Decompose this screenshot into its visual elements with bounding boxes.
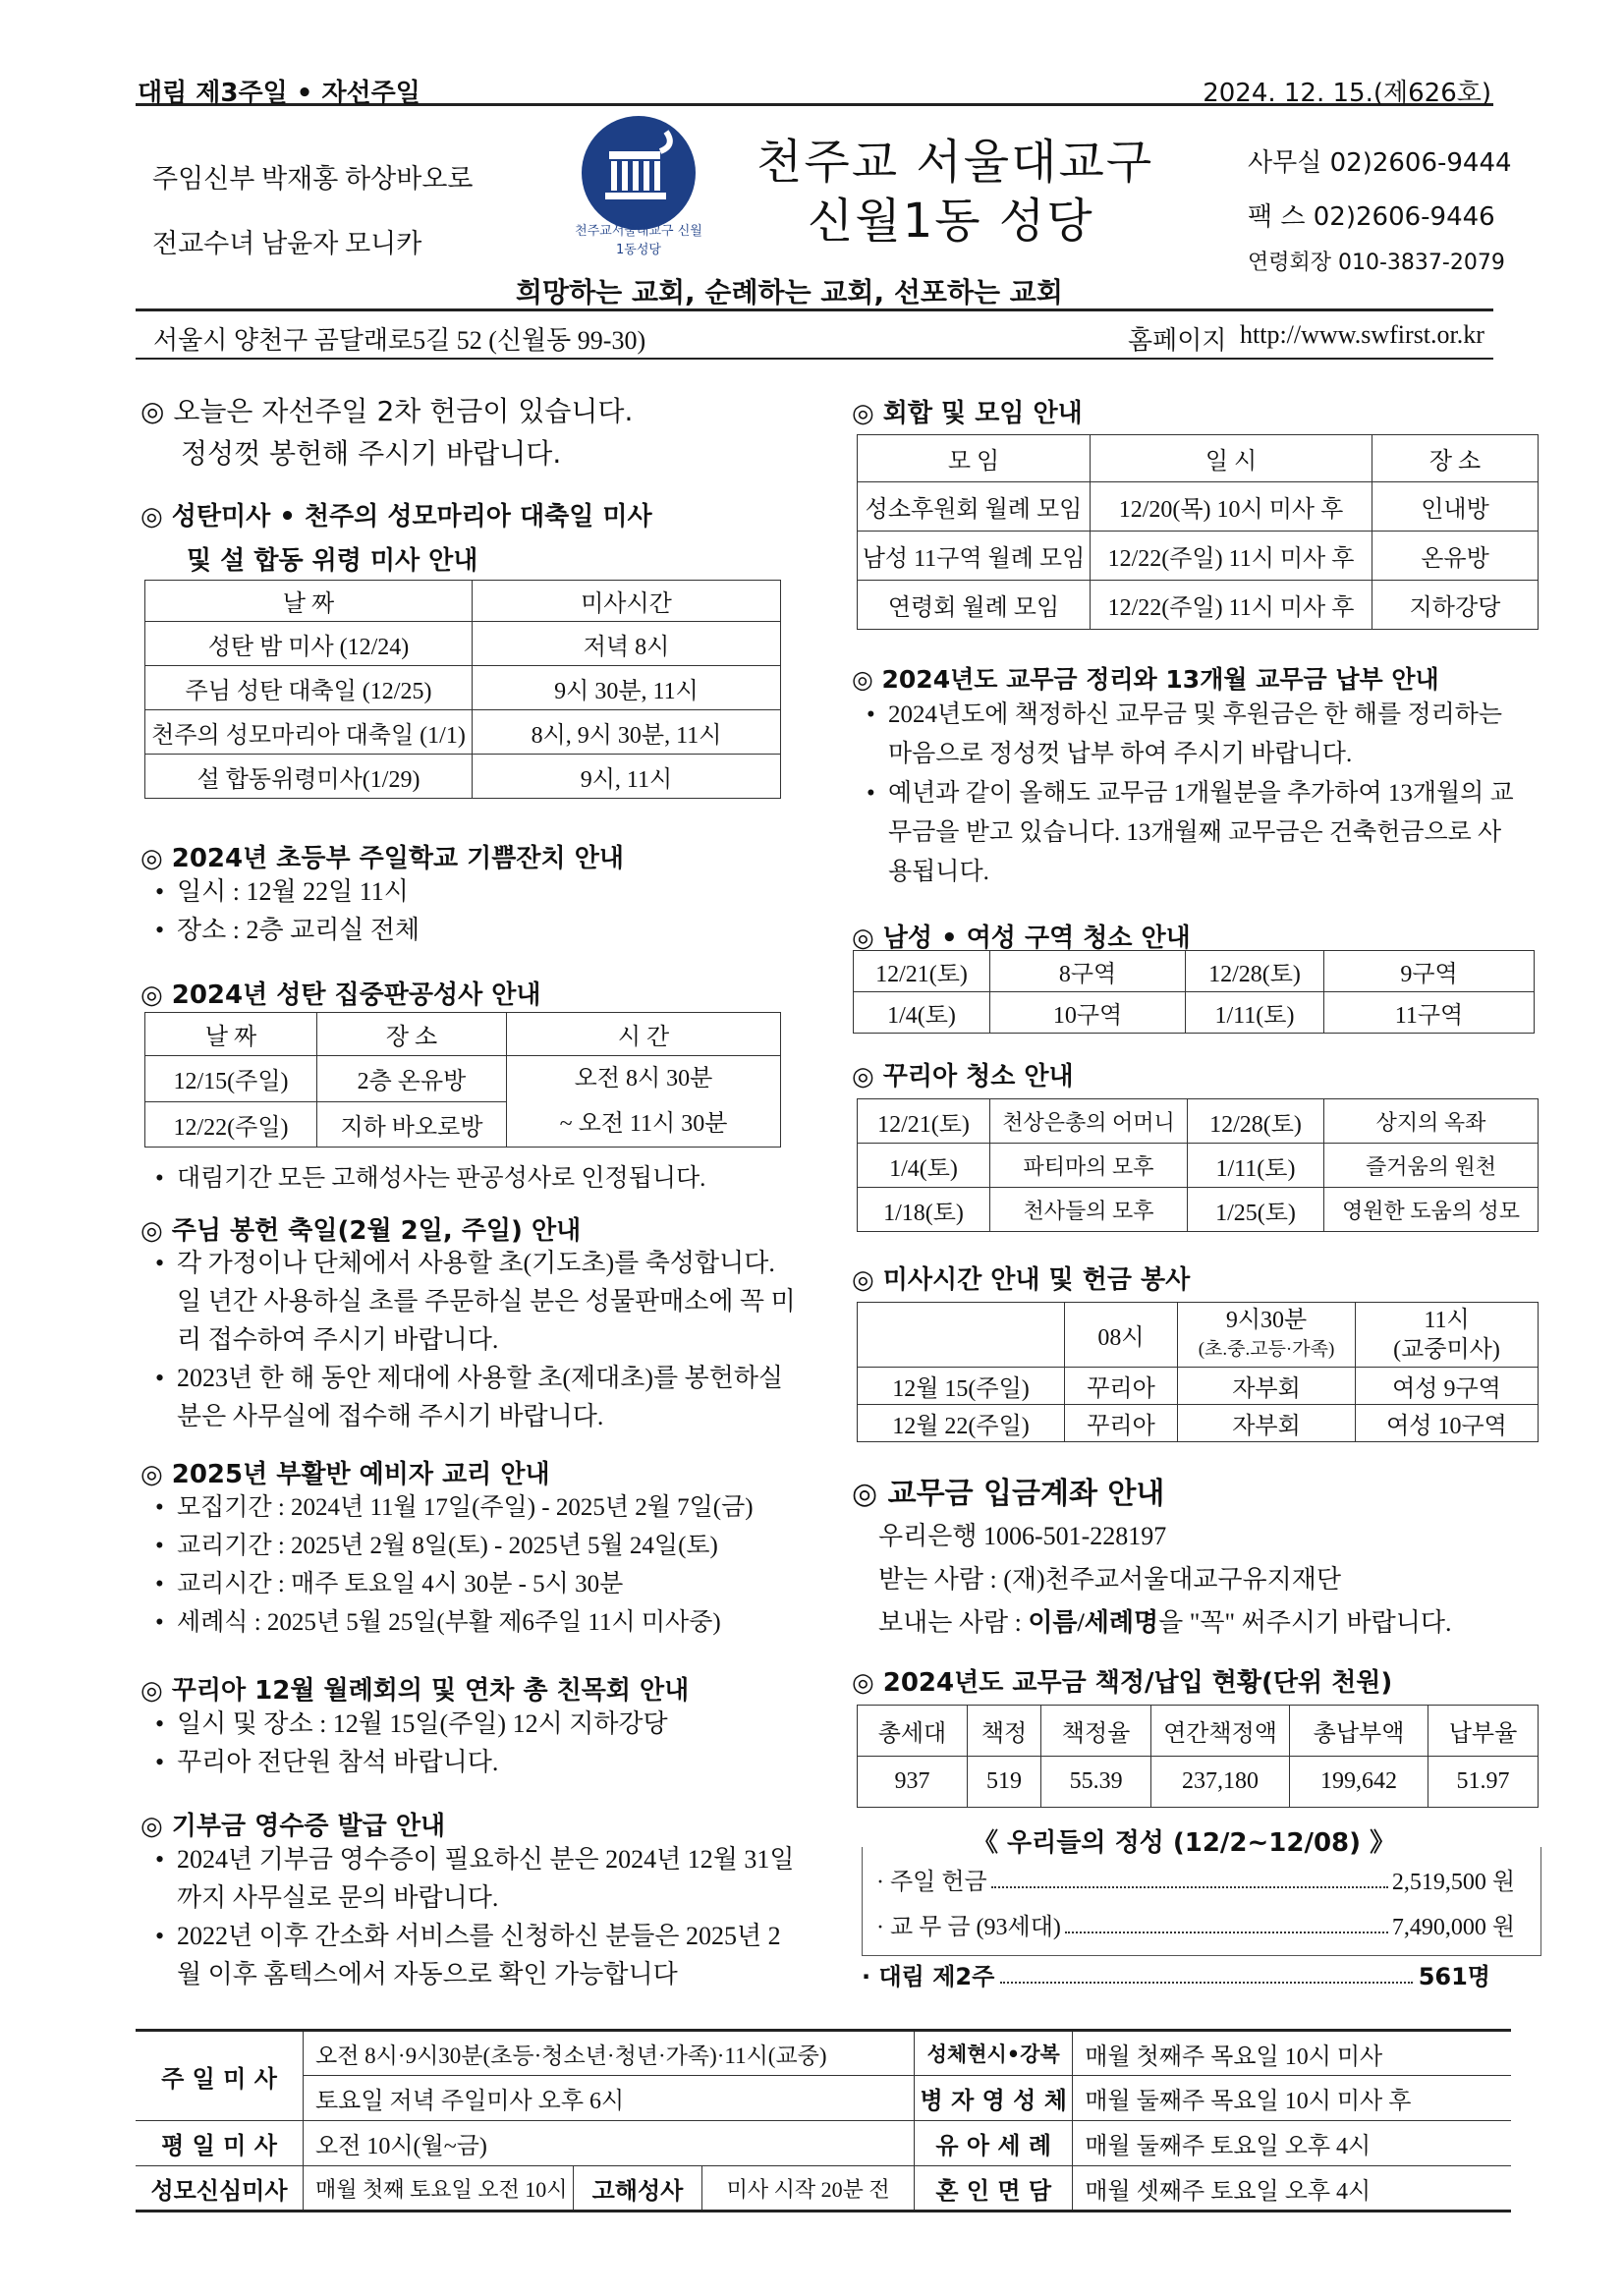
header-line: 9시30분 [1225,1307,1308,1333]
adoration-time: 매월 첫째주 목요일 10시 미사 [1073,2031,1511,2076]
sunday-school-title: ◎ 2024년 초등부 주일학교 기쁨잔치 안내 [140,844,624,873]
list-item: • 2024년 기부금 영수증이 필요하신 분은 2024년 12월 31일까지 사무실로 문의 바랍니다. [147,1840,796,1917]
address-rule-bottom [136,358,1493,360]
sunday-mass-times: 오전 8시·9시30분(초등·청소년·청년·가족)·11시(교중) [304,2031,915,2076]
table-cell: 1/11(토) [1186,992,1324,1034]
dot-leader [991,1862,1388,1888]
confession-table [144,1012,781,1148]
table-cell: 설 합동위령미사(1/29) [145,755,473,799]
table-cell: 937 [858,1757,968,1808]
table-header: 날 짜 [145,581,473,622]
dues-title: ◎ 2024년도 교무금 정리와 13개월 교무금 납부 안내 [852,665,1439,694]
table-header [1356,1303,1539,1368]
weekday-mass-time: 오전 10시(월~금) [304,2121,915,2166]
table-cell: 온유방 [1372,532,1539,581]
catechumen-title: ◎ 2025년 부활반 예비자 교리 안내 [140,1460,550,1489]
sunday-mass-label: 주 일 미 사 [136,2031,304,2121]
table-cell: 2층 온유방 [317,1056,507,1102]
table-header: 시 간 [507,1013,781,1056]
list-item: • 2022년 이후 간소화 서비스를 신청하신 분들은 2025년 2월 이후 홈텍스에서 자동으로 확인 가능합니다 [147,1917,796,1993]
table-cell: 12월 22(주일) [858,1405,1065,1442]
list-item: • 일시 및 장소 : 12월 15일(주일) 12시 지하강당 [147,1705,815,1743]
nun-name: 전교수녀 남윤자 모니카 [152,229,422,258]
header-sub-line: (초.중.고등·가족) [1198,1338,1335,1360]
cleaning-title: ◎ 남성 • 여성 구역 청소 안내 [852,924,1191,953]
dot-leader [1000,1957,1412,1984]
table-cell: 12/15(주일) [145,1056,317,1102]
fax-number: 팩 스 02)2606-9446 [1248,202,1495,232]
table-cell: 천주의 성모마리아 대축일 (1/1) [145,710,473,755]
table-cell: 8구역 [990,951,1186,992]
table-cell: 1/4(토) [858,1144,990,1188]
catechumen-list [147,1488,815,1642]
curia-cleaning-title: ◎ 꾸리아 청소 안내 [852,1062,1074,1092]
offering-advent-row [862,1957,1490,1991]
table-cell: 9시, 11시 [473,755,781,799]
table-header: 일 시 [1091,435,1372,482]
table-cell: 인내방 [1372,482,1539,532]
table-header: 총세대 [858,1706,968,1757]
list-item: • 2023년 한 해 동안 제대에 사용할 초(제대초)를 봉헌하실 분은 사무실에 접수해 주시기 바랍니다. [147,1359,796,1435]
table-cell: 12/20(목) 10시 미사 후 [1091,482,1372,532]
list-item: • 세례식 : 2025년 5월 25일(부활 제6주일 11시 미사중) [147,1603,815,1642]
table-cell: 지하강당 [1372,581,1539,630]
table-cell: 영원한 도움의 성모 [1324,1188,1539,1232]
confession-label: 고해성사 [574,2166,702,2212]
church-icon [582,116,696,230]
offering-sunday-row [876,1862,1515,1896]
receipt-title: ◎ 기부금 영수증 발급 안내 [140,1812,446,1841]
table-cell: 9시 30분, 11시 [473,666,781,710]
table-cell: 1/4(토) [854,992,990,1034]
candle-title: ◎ 주님 봉헌 축일(2월 2일, 주일) 안내 [140,1216,582,1246]
parish-motto: 희망하는 교회, 순례하는 교회, 선포하는 교회 [516,276,1063,308]
account-sender [878,1601,1452,1645]
cleaning-table [853,950,1535,1034]
table-header: 모 임 [858,435,1091,482]
table-cell: 남성 11구역 월례 모임 [858,532,1091,581]
table-header [1178,1303,1356,1368]
table-header: 미사시간 [473,581,781,622]
marriage-interview-time: 매월 셋째주 토요일 오후 4시 [1073,2166,1511,2212]
list-item: • 각 가정이나 단체에서 사용할 초(기도초)를 축성합니다. 일 년간 사용하실 초를 주문하실 분은 성물판매소에 꼭 미리 접수하여 주시기 바랍니다. [147,1244,796,1359]
homepage-label: 홈페이지 [1128,326,1227,355]
table-cell: 연령회 월례 모임 [858,581,1091,630]
table-header: 책정 [967,1706,1040,1757]
table-header: 납부율 [1428,1706,1539,1757]
table-cell: 성소후원회 월례 모임 [858,482,1091,532]
offering-advent-value: 561명 [1418,1963,1490,1990]
table-cell: 즐거움의 원천 [1324,1144,1539,1188]
table-cell: 12/28(토) [1188,1099,1324,1144]
account-info [878,1515,1452,1645]
address: 서울시 양천구 곰달래로5길 52 (신월동 99-30) [153,326,646,355]
offering-dues-row [876,1907,1515,1941]
table-header: 장 소 [317,1013,507,1056]
curia-cleaning-table [857,1098,1539,1232]
marriage-interview-label: 혼 인 면 담 [915,2166,1073,2212]
office-phone: 사무실 02)2606-9444 [1248,148,1512,178]
sender-bold: 이름/세례명 [1028,1608,1159,1637]
header-sub-line: (교중미사) [1393,1336,1500,1363]
table-cell: 상지의 옥좌 [1324,1099,1539,1144]
table-cell: 12/22(주일) 11시 미사 후 [1091,532,1372,581]
parish-logo [582,116,696,230]
table-cell: 여성 9구역 [1356,1368,1539,1405]
offering-advent-label: · 대림 제2주 [862,1963,995,1990]
sick-communion-time: 매월 둘째주 목요일 10시 미사 후 [1073,2076,1511,2121]
list-item: • 교리기간 : 2025년 2월 8일(토) - 2025년 5월 24일(토) [147,1527,815,1565]
table-cell: 12/21(토) [854,951,990,992]
address-rule-top [136,308,1493,311]
table-header: 날 짜 [145,1013,317,1056]
table-cell: 1/18(토) [858,1188,990,1232]
table-cell: 꾸리아 [1065,1405,1178,1442]
table-cell: 51.97 [1428,1757,1539,1808]
table-cell: 12/22(주일) 11시 미사 후 [1091,581,1372,630]
meetings-table [857,434,1539,630]
table-cell: 여성 10구역 [1356,1405,1539,1442]
offering-sunday-label: · 주일 헌금 [876,1870,987,1895]
list-item: • 교리시간 : 매주 토요일 4시 30분 - 5시 30분 [147,1565,815,1603]
offering-sunday-value: 2,519,500 원 [1391,1870,1515,1895]
dues-status-table [857,1705,1539,1808]
table-cell: 9구역 [1324,951,1535,992]
charity-line-2: 정성껏 봉헌해 주시기 바랍니다. [181,437,562,470]
list-item: • 장소 : 2층 교리실 전체 [147,911,796,949]
offering-dues-value: 7,490,000 원 [1391,1915,1515,1940]
legio-list [147,1705,815,1781]
season-label: 대림 제3주일 • 자선주일 [138,79,420,108]
table-cell: 8시, 9시 30분, 11시 [473,710,781,755]
candle-list [147,1244,796,1435]
confession-time: 미사 시작 20분 전 [702,2166,915,2212]
sender-suffix: 을 "꼭" 써주시기 바랍니다. [1158,1608,1452,1637]
president-phone: 연령회장 010-3837-2079 [1248,251,1505,275]
sunday-school-list [147,872,796,949]
table-cell: 꾸리아 [1065,1368,1178,1405]
adoration-label: 성체현시•강복 [915,2031,1073,2076]
table-cell: 199,642 [1290,1757,1428,1808]
table-cell: 천상은총의 어머니 [990,1099,1188,1144]
offering-dues-label: · 교 무 금 (93세대) [876,1915,1061,1940]
table-header-empty [858,1303,1065,1368]
table-header: 08시 [1065,1303,1178,1368]
table-cell: 자부회 [1178,1405,1356,1442]
list-item: • 꾸리아 전단원 참석 바랍니다. [147,1743,815,1781]
charity-line-1: ◎ 오늘은 자선주일 2차 헌금이 있습니다. [140,395,634,427]
parish-title-2: 신월1동 성당 [808,194,1094,249]
confession-time-start: 오전 8시 30분 [574,1066,713,1092]
table-cell: 지하 바오로방 [317,1101,507,1148]
table-cell: 12월 15(주일) [858,1368,1065,1405]
table-header: 책정율 [1041,1706,1151,1757]
table-cell: 저녁 8시 [473,622,781,666]
mass-service-table [857,1302,1539,1442]
issue-date: 2024. 12. 15.(제626호) [1203,79,1491,108]
table-cell: 11구역 [1324,992,1535,1034]
table-cell: 성탄 밤 미사 (12/24) [145,622,473,666]
bank-account: 우리은행 1006-501-228197 [878,1522,1167,1550]
receipt-list [147,1840,796,1993]
list-item: • 모집기간 : 2024년 11월 17일(주일) - 2025년 2월 7일(금) [147,1488,815,1527]
parish-title-1: 천주교 서울대교구 [756,135,1154,190]
header-line: 11시 [1424,1307,1470,1333]
account-receiver: 받는 사람 : (재)천주교서울대교구유지재단 [878,1565,1342,1594]
table-cell: 파티마의 모후 [990,1144,1188,1188]
table-cell: 12/21(토) [858,1099,990,1144]
saturday-mass-time: 토요일 저녁 주일미사 오후 6시 [304,2076,915,2121]
table-header: 연간책정액 [1151,1706,1290,1757]
confession-title: ◎ 2024년 성탄 집중판공성사 안내 [140,980,541,1010]
table-header: 장 소 [1372,435,1539,482]
list-item: • 예년과 같이 올해도 교무금 1개월분을 추가하여 13개월의 교무금을 받고 있습니다. 13개월째 교무금은 건축헌금으로 사용됩니다. [859,774,1521,892]
homepage-link[interactable]: http://www.swfirst.or.kr [1240,320,1484,349]
pastor-name: 주임신부 박재홍 하상바오로 [152,164,474,194]
list-item: • 일시 : 12월 22일 11시 [147,872,796,911]
sender-prefix: 보내는 사람 : [878,1608,1029,1637]
sick-communion-label: 병 자 영 성 체 [915,2076,1073,2121]
table-cell: 주님 성탄 대축일 (12/25) [145,666,473,710]
table-cell: 519 [967,1757,1040,1808]
sacred-heart-mass-label: 성모신심미사 [136,2166,304,2212]
christmas-mass-title-1: ◎ 성탄미사 • 천주의 성모마리아 대축일 미사 [140,502,652,532]
christmas-mass-title-2: 및 설 합동 위령 미사 안내 [187,546,478,576]
dues-list [859,696,1521,892]
table-cell: 12/22(주일) [145,1101,317,1148]
confession-time-cell [507,1056,781,1148]
meetings-title: ◎ 회합 및 모임 안내 [852,399,1083,428]
table-cell: 10구역 [990,992,1186,1034]
infant-baptism-time: 매월 둘째주 토요일 오후 4시 [1073,2121,1511,2166]
table-cell: 자부회 [1178,1368,1356,1405]
sacred-heart-mass-time: 매월 첫째 토요일 오전 10시 [304,2166,574,2212]
weekday-mass-label: 평 일 미 사 [136,2121,304,2166]
table-cell: 1/11(토) [1188,1144,1324,1188]
list-item: • 2024년도에 책정하신 교무금 및 후원금은 한 해를 정리하는 마음으로 정성껏 납부 하여 주시기 바랍니다. [859,696,1521,774]
table-header: 총납부액 [1290,1706,1428,1757]
mass-service-title: ◎ 미사시간 안내 및 헌금 봉사 [852,1265,1191,1295]
table-cell: 천사들의 모후 [990,1188,1188,1232]
table-cell: 55.39 [1041,1757,1151,1808]
logo-caption: 천주교서울대교구 신월1동성당 [575,224,702,257]
confession-note: • 대림기간 모든 고해성사는 판공성사로 인정됩니다. [147,1159,1624,1198]
dot-leader [1065,1907,1388,1933]
account-title: ◎ 교무금 입금계좌 안내 [852,1477,1165,1511]
schedule-table [136,2029,1511,2212]
table-cell: 237,180 [1151,1757,1290,1808]
dues-status-title: ◎ 2024년도 교무금 책정/납입 현황(단위 천원) [852,1668,1393,1698]
confession-time-end: ~ 오전 11시 30분 [559,1111,728,1137]
table-cell: 12/28(토) [1186,951,1324,992]
offering-title: 《 우리들의 정성 (12/2~12/08) 》 [973,1828,1396,1858]
table-cell: 1/25(토) [1188,1188,1324,1232]
legio-title: ◎ 꾸리아 12월 월례회의 및 연차 총 친목회 안내 [140,1676,690,1706]
infant-baptism-label: 유 아 세 례 [915,2121,1073,2166]
christmas-mass-table [144,580,781,799]
